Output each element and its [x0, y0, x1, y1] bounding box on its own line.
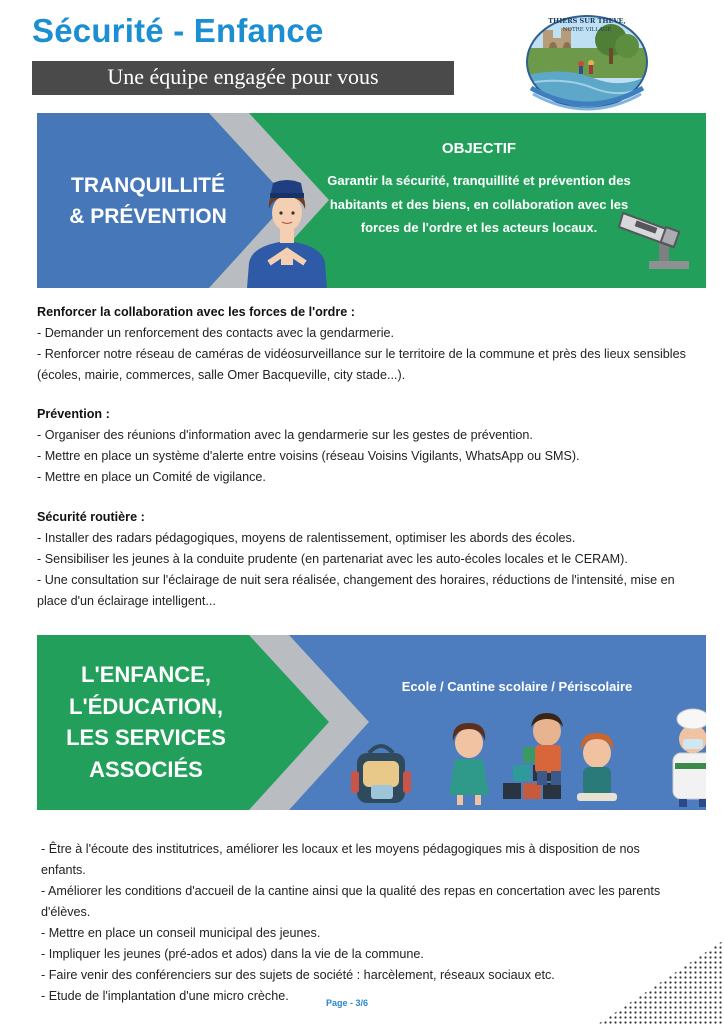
list-item: - Etude de l'implantation d'une micro crèche. [41, 989, 289, 1003]
child-girl-illustration [449, 723, 489, 805]
village-logo [523, 8, 651, 116]
section-heading: Sécurité routière : [37, 510, 145, 524]
banner-title-line: & PRÉVENTION [69, 205, 227, 228]
list-item: - Organiser des réunions d'information avec la gendarmerie sur les gestes de prévention. [37, 428, 533, 442]
objective-heading: OBJECTIF [441, 140, 517, 157]
list-item: - Être à l'écoute des institutrices, améliorer les locaux et les moyens pédagogiques mis à disposition de nos enfants. [41, 842, 640, 877]
subtitle-bar [32, 61, 454, 95]
backpack-illustration [351, 746, 411, 803]
list-item: - Installer des radars pédagogiques, moyens de ralentissement, optimiser les abords des écoles. [37, 531, 576, 545]
section-prevention [37, 404, 707, 488]
banner-title-line: LES SERVICES [66, 725, 226, 750]
banner-title [53, 170, 243, 232]
child-girl-illustration [577, 733, 617, 801]
list-item: - Améliorer les conditions d'accueil de la cantine ainsi que la qualité des repas en concertation avec les parents d'élèves. [41, 884, 661, 919]
list-item: - Demander un renforcement des contacts avec la gendarmerie. [37, 326, 395, 340]
page-title: Sécurité - Enfance [32, 12, 324, 49]
section-heading: Prévention : [37, 407, 110, 421]
banner-title-line: L'ENFANCE, [81, 662, 211, 687]
section-heading: Renforcer la collaboration avec les forces de l'ordre : [37, 305, 355, 319]
list-item: - Sensibiliser les jeunes à la conduite prudente (en partenariat avec les auto-écoles locales et le CERAM). [37, 552, 628, 566]
banner-title-line: TRANQUILLITÉ [71, 174, 225, 197]
list-item: - Mettre en place un conseil municipal des jeunes. [41, 926, 321, 940]
list-item: - Impliquer les jeunes (pré-ados et ados) dans la vie de la commune. [41, 947, 424, 961]
objective-text: Garantir la sécurité, tranquillité et prévention des habitants et des biens, en collaboration avec les forces de l'ordre et les acteurs locaux. [327, 173, 631, 235]
decorative-dot-pattern [598, 940, 724, 1024]
chef-illustration [673, 709, 706, 807]
banner-title-line: L'ÉDUCATION, [69, 693, 223, 719]
banner-title [51, 659, 241, 785]
banner-tranquillite [37, 113, 706, 288]
svg-text:THIERS SUR THEVE,: THIERS SUR THEVE, [548, 17, 626, 25]
section-enfance [41, 839, 681, 1007]
list-item: - Faire venir des conférenciers sur des sujets de société : harcèlement, réseaux sociaux etc. [41, 968, 555, 982]
banner-title-line: ASSOCIÉS [89, 756, 203, 782]
list-item: - Une consultation sur l'éclairage de nuit sera réalisée, changement des horaires, réductions de l'intensité, mise en place d'un éclairage intelligent... [37, 573, 675, 608]
svg-text:NOTRE VILLAGE: NOTRE VILLAGE [562, 27, 612, 33]
banner-subtitle: Ecole / Cantine scolaire / Périscolaire [401, 679, 633, 694]
page-number: Page - 3/6 [326, 998, 369, 1008]
list-item: - Mettre en place un Comité de vigilance. [37, 470, 266, 484]
list-item: - Mettre en place un système d'alerte entre voisins (réseau Voisins Vigilants, WhatsApp ou SMS). [37, 449, 580, 463]
page-subtitle: Une équipe engagée pour vous [107, 64, 379, 89]
section-collaboration [37, 302, 707, 386]
list-item: - Renforcer notre réseau de caméras de vidéosurveillance sur le territoire de la commune et près des lieux sensibles (écoles, mairie, commerces, salle Omer Bacqueville, city stade...). [37, 347, 686, 382]
banner-enfance [37, 635, 706, 810]
section-securite-routiere [37, 507, 707, 612]
